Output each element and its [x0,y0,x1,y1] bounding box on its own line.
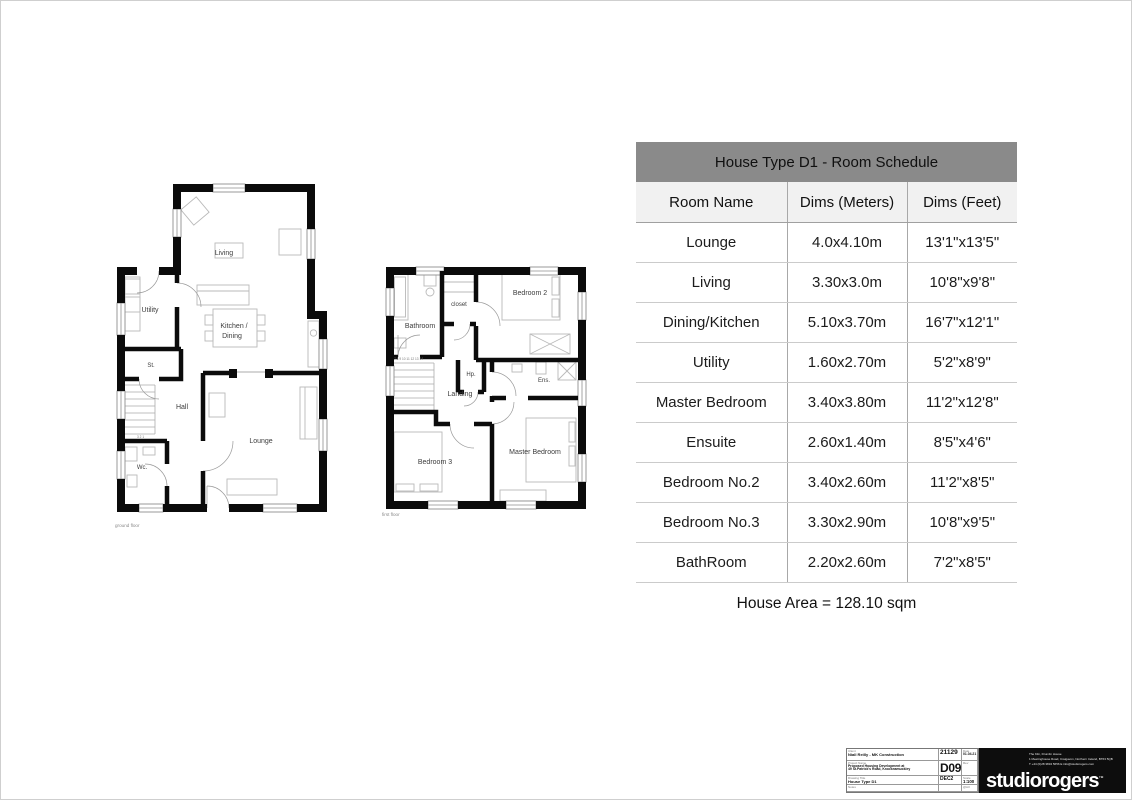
paper-size-value: @A3 [963,785,970,789]
studio-logo-trademark: ™ [1098,775,1103,782]
notes-label: Notes [848,785,856,789]
room-label-wc: Wc. [136,465,148,471]
room-label-hall: Hall [175,404,189,411]
schedule-title-row [636,142,1017,182]
room-label-kitchen-line2: Dining [222,333,242,340]
room-label-st: St. [147,363,155,369]
room-label-hp: Hp. [466,372,476,378]
room-label-living: Living [214,250,234,257]
column-header-dims-feet: Dims (Feet) [907,182,1017,223]
date-field [962,749,978,761]
first-stairs [392,363,434,410]
ground-furniture [125,197,319,495]
dims-meters-cell: 2.60x1.40m [787,423,907,463]
schedule-title: House Type D1 - Room Schedule [636,142,1017,182]
dims-meters-cell: 4.0x4.10m [787,223,907,263]
title-block-branding [979,748,1126,793]
ground-floor-caption: ground floor [115,523,140,528]
dims-meters-cell: 3.40x3.80m [787,383,907,423]
room-label-lounge: Lounge [249,438,273,445]
ground-floor-plan [111,179,333,531]
studio-logo-text: studiorogers [986,770,1099,792]
size-field [962,776,978,785]
revision-label: Rev [963,761,969,765]
project-name-label: Project Name [848,761,867,765]
table-row [636,463,1017,503]
room-label-landing: Landing [447,391,473,398]
dims-feet-cell: 5'2"x8'9" [907,343,1017,383]
date-value: 01.04.21 [963,751,977,756]
first-stair-numbers: 7 8 9 10 11 12 13 14 [394,357,424,361]
studio-address-line2: 1 Meetinghouse Road, Craigavon, Northern Ireland, BT63 5QB [1029,756,1113,761]
room-name-cell: Bedroom No.2 [636,463,787,503]
room-name-cell: Dining/Kitchen [636,303,787,343]
room-label-bedroom3: Bedroom 3 [417,459,453,466]
ground-stairs [123,385,155,434]
dims-meters-cell: 5.10x3.70m [787,303,907,343]
dims-meters-cell: 2.20x2.60m [787,543,907,583]
dims-feet-cell: 8'5"x4'6" [907,423,1017,463]
room-label-ens: Ens. [537,378,551,384]
spare-field [939,785,962,792]
dims-meters-cell: 3.30x2.90m [787,503,907,543]
room-name-cell: BathRoom [636,543,787,583]
column-header-room-name: Room Name [636,182,787,223]
studio-address-line1: The Kiln, Drumlin House [1029,752,1062,756]
table-row [636,263,1017,303]
table-row [636,343,1017,383]
revision-label-field [962,761,978,776]
dims-feet-cell: 10'8"x9'8" [907,263,1017,303]
dims-feet-cell: 13'1"x13'5" [907,223,1017,263]
room-label-utility: Utility [141,307,159,314]
first-floor-caption: first floor [382,512,400,517]
project-name-line1: Proposed Housing Development at [848,763,905,768]
schedule-header-row [636,182,1017,223]
schedule-body [636,223,1017,583]
studio-logo [986,771,1103,791]
client-value: Niall Reilly - MK Construction [848,751,905,757]
room-name-cell: Bedroom No.3 [636,503,787,543]
room-label-master: Master Bedroom [509,449,561,456]
table-row [636,223,1017,263]
drawing-number-field [939,761,962,776]
room-name-cell: Master Bedroom [636,383,787,423]
studio-address-line3: T +44 (0)28 3834 5656 E info@studiorogers.com [1029,761,1095,766]
room-schedule-table [636,142,1017,583]
drawing-title-value: House Type D1 [848,778,877,784]
dims-feet-cell: 16'7"x12'1" [907,303,1017,343]
room-name-cell: Living [636,263,787,303]
dims-meters-cell: 3.30x3.0m [787,263,907,303]
room-name-cell: Ensuite [636,423,787,463]
ground-walls [121,188,323,508]
table-row [636,303,1017,343]
studio-address [1029,752,1123,766]
dims-feet-cell: 10'8"x9'5" [907,503,1017,543]
room-label-bathroom: Bathroom [404,323,436,330]
table-row [636,543,1017,583]
dims-meters-cell: 3.40x2.60m [787,463,907,503]
date-label: Date [963,749,970,753]
first-walls [390,271,582,505]
scale-label: Scale [963,776,971,780]
revision-value: DEC2 [940,776,954,782]
table-row [636,383,1017,423]
dims-meters-cell: 1.60x2.70m [787,343,907,383]
paper-size-field [962,785,978,792]
project-name-field [847,761,939,776]
table-row [636,423,1017,463]
project-name-line2: 49 St.Patrick's Road, Knocknamuckley [848,767,911,772]
room-name-cell: Lounge [636,223,787,263]
dims-feet-cell: 11'2"x12'8" [907,383,1017,423]
title-block-fields [846,748,979,793]
title-block [846,748,1126,793]
dims-feet-cell: 11'2"x8'5" [907,463,1017,503]
room-name-cell: Utility [636,343,787,383]
ground-stair-numbers: 3 2 1 [137,435,145,439]
dims-feet-cell: 7'2"x8'5" [907,543,1017,583]
project-number-field [939,749,962,761]
client-field [847,749,939,761]
first-floor-plan [380,262,592,518]
scale-value: 1:100 [963,778,975,784]
drawing-number-value: D09 [940,761,962,775]
drawing-title-field [847,776,939,785]
room-label-kitchen-line1: Kitchen / [220,323,248,330]
room-label-bedroom2: Bedroom 2 [512,290,548,297]
column-header-dims-meters: Dims (Meters) [787,182,907,223]
notes-field [847,785,939,792]
client-label: Client [848,749,856,753]
drawing-title-label: Drawing Title [848,776,866,780]
house-area-note: House Area = 128.10 sqm [736,595,917,612]
project-number-value: 21129 [940,749,958,756]
table-row [636,503,1017,543]
room-label-closet: closet [451,302,467,308]
revision-field [939,776,962,785]
